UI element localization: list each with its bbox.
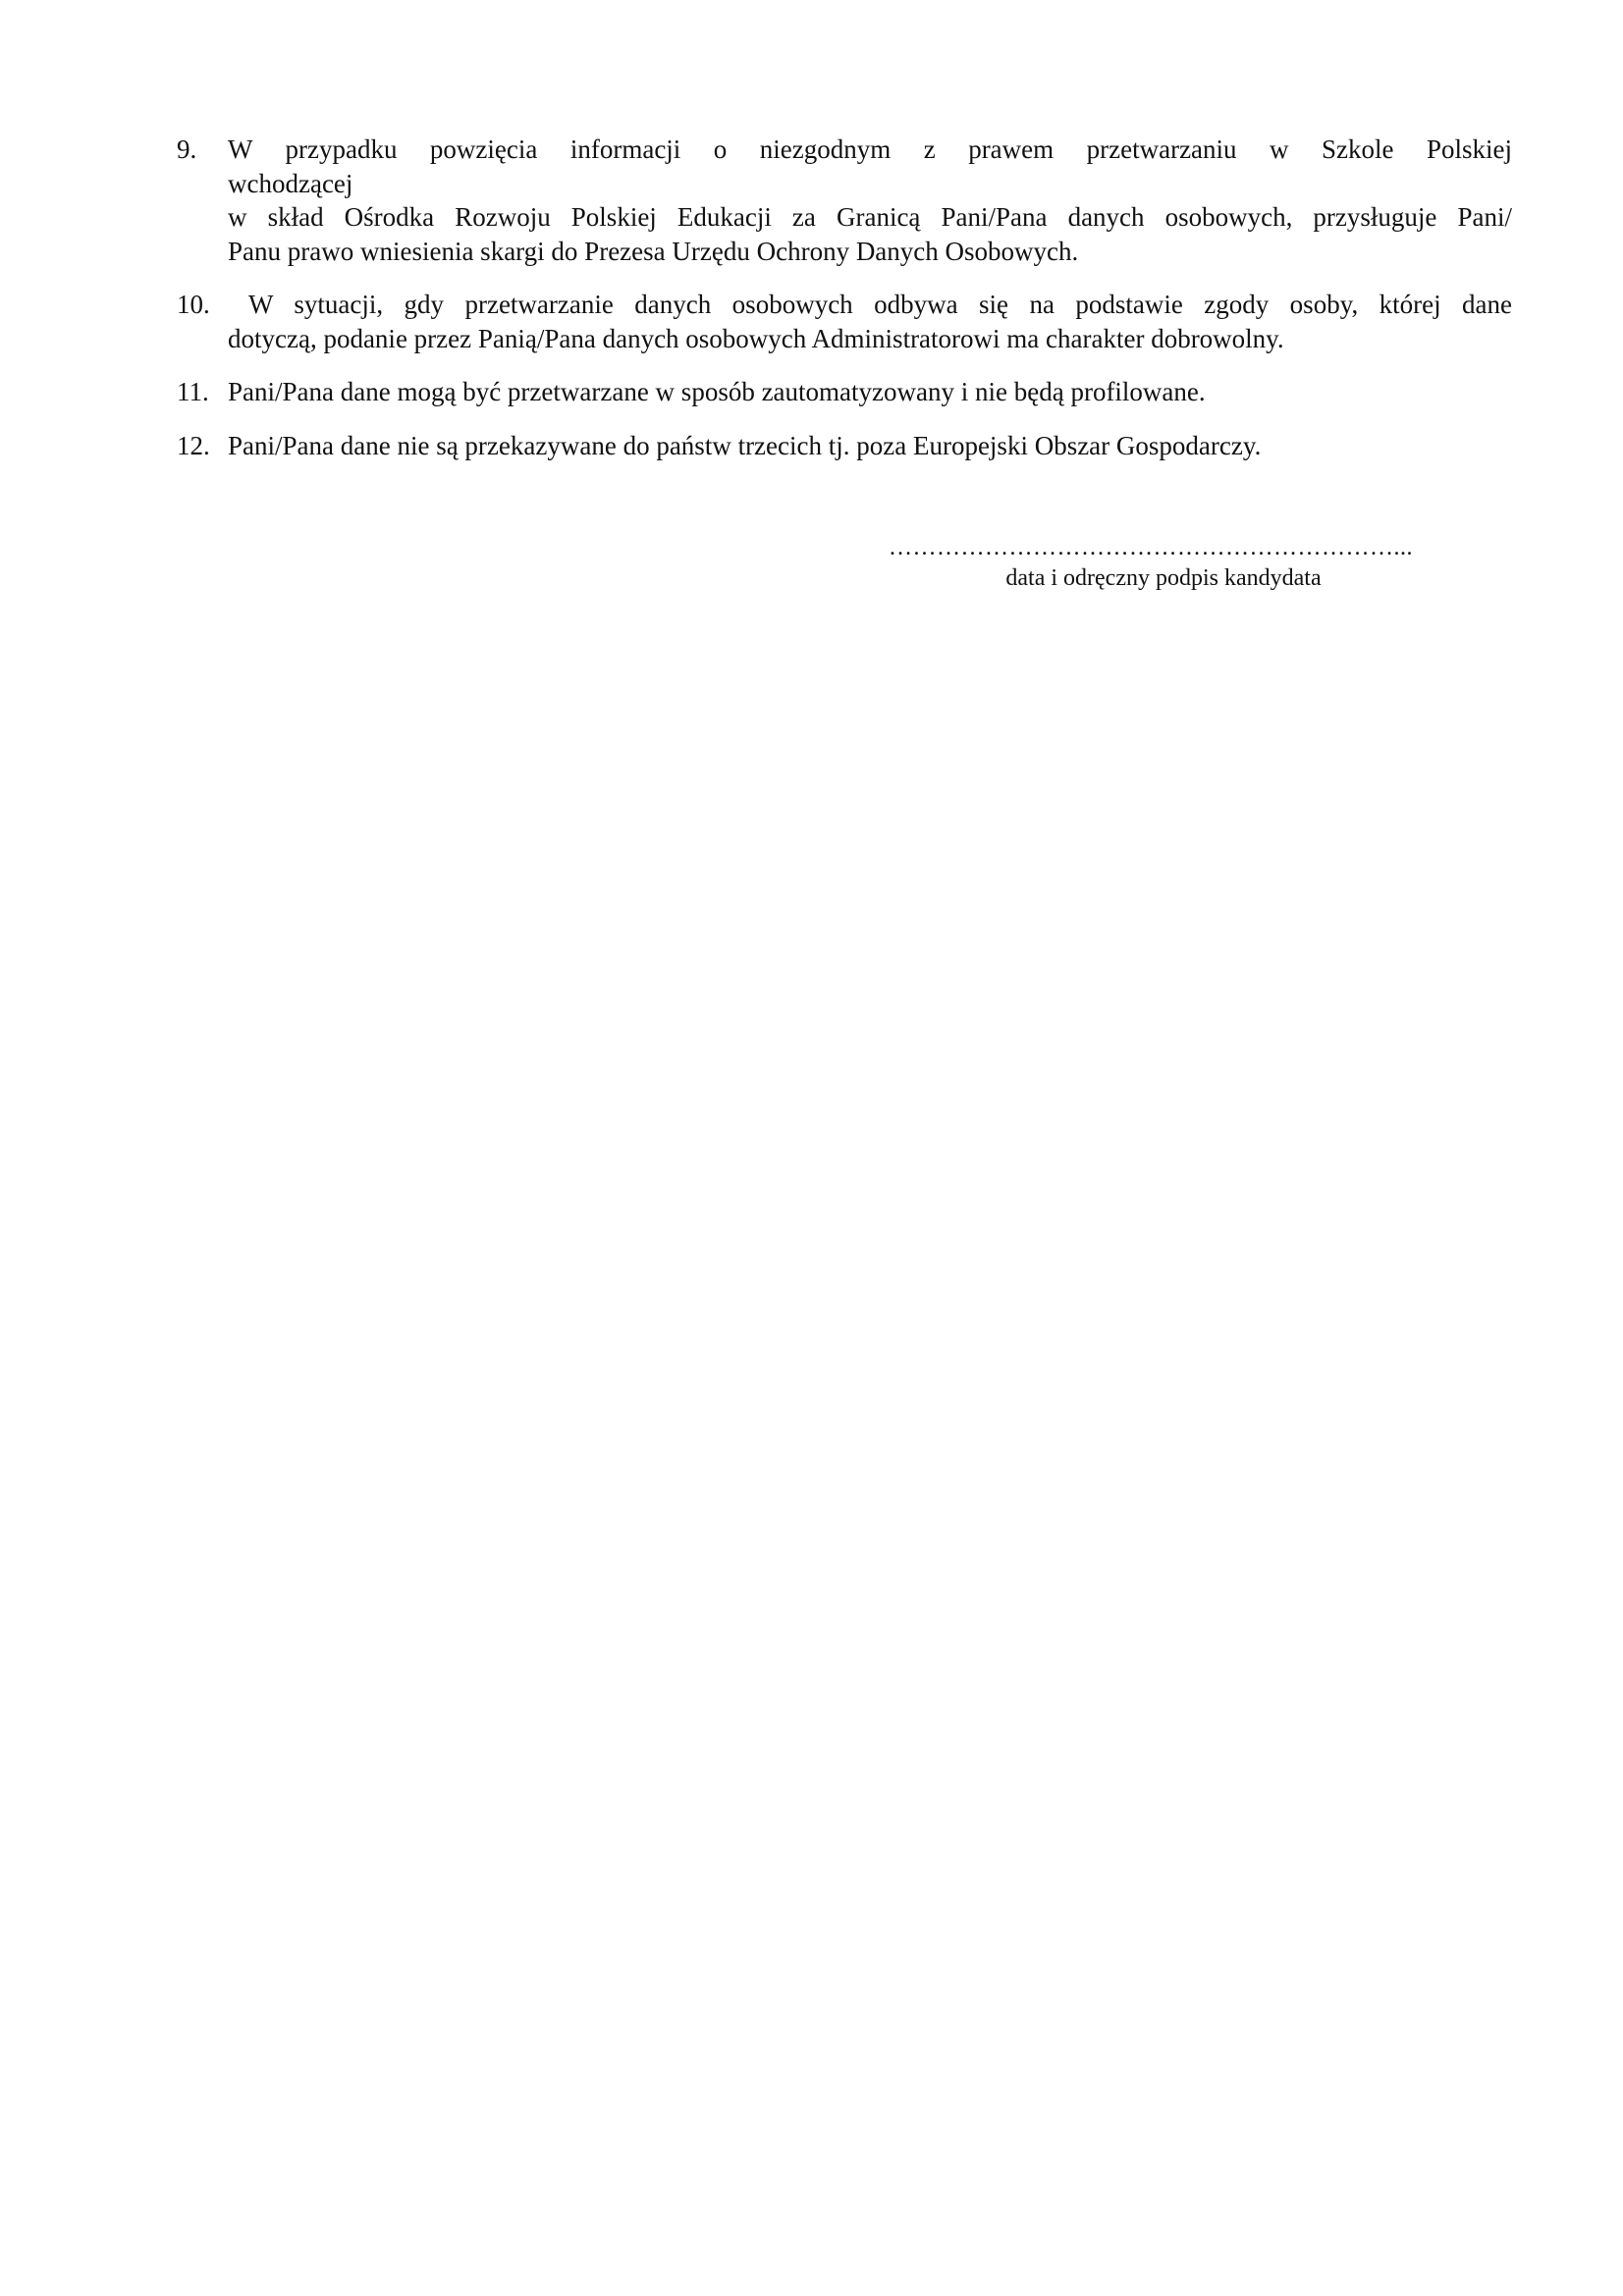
item-number: 10. bbox=[177, 290, 210, 319]
signature-block bbox=[889, 534, 1478, 593]
item-line: dotyczą, podanie przez Panią/Pana danych osobowych Administratorowi ma charakter dobrowolny. bbox=[228, 323, 1284, 353]
item-number: 11. bbox=[177, 377, 209, 406]
item-number: 9. bbox=[177, 134, 197, 164]
item-number: 12. bbox=[177, 430, 210, 460]
list-item-10 bbox=[177, 288, 1512, 355]
list-item-9 bbox=[177, 133, 1512, 268]
signature-line: ………………………………………………………... bbox=[889, 535, 1413, 561]
item-line: W sytuacji, gdy przetwarzanie danych osobowych odbywa się na podstawie zgody osoby, której dane bbox=[228, 290, 1512, 319]
item-line: Pani/Pana dane nie są przekazywane do państw trzecich tj. poza Europejski Obszar Gospodarczy. bbox=[228, 430, 1262, 460]
list-item-11 bbox=[177, 375, 1512, 409]
item-line: Panu prawo wniesienia skargi do Prezesa Urzędu Ochrony Danych Osobowych. bbox=[228, 236, 1079, 266]
item-line: Pani/Pana dane mogą być przetwarzane w sposób zautomatyzowany i nie będą profilowane. bbox=[228, 377, 1206, 406]
item-line: w skład Ośrodka Rozwoju Polskiej Edukacji za Granicą Pani/Pana danych osobowych, przysługuje Pani/ bbox=[228, 202, 1512, 232]
list-item-12 bbox=[177, 429, 1512, 463]
numbered-list bbox=[177, 133, 1512, 482]
item-line: wchodzącej bbox=[228, 168, 353, 198]
item-line: W przypadku powzięcia informacji o niezgodnym z prawem przetwarzaniu w Szkole Polskiej bbox=[228, 134, 1512, 164]
signature-label: data i odręczny podpis kandydata bbox=[1005, 565, 1322, 591]
